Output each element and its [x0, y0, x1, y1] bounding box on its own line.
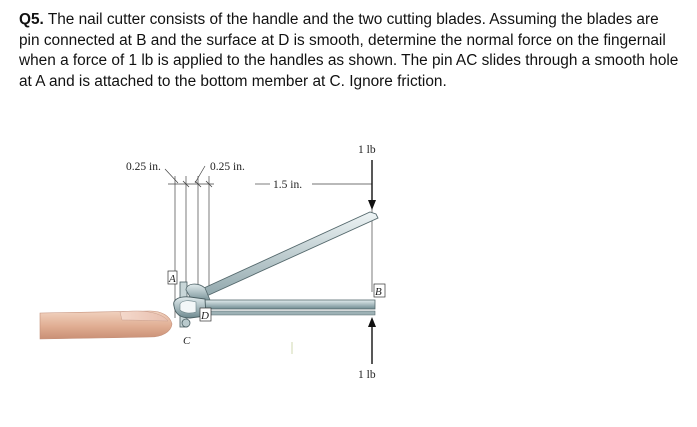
dim-left-label: 0.25 in.	[126, 161, 161, 173]
force-arrow-top	[368, 160, 376, 210]
point-c-label: C	[183, 335, 191, 347]
question-number: Q5.	[19, 11, 44, 28]
force-arrow-bottom	[368, 317, 376, 364]
point-a-label: A	[169, 273, 176, 285]
upper-handle	[186, 212, 378, 302]
force-bottom-label: 1 lb	[358, 369, 376, 381]
question-body: The nail cutter consists of the handle and the two cutting blades. Assuming the blades are pin connected at B and the surface at D is smooth, determine the normal force on the fingernail when a force of 1 lb is applied to the handles as shown. The pin AC slides through a smooth hole at A and is attached to the bottom member at C. Ignore friction.	[19, 11, 679, 90]
dim-middle-label: 0.25 in.	[210, 161, 245, 173]
point-d-label: D	[201, 310, 209, 322]
lower-member	[196, 300, 375, 315]
finger	[40, 311, 172, 339]
force-top-label: 1 lb	[358, 144, 376, 156]
dim-handle-label: 1.5 in.	[273, 179, 303, 191]
point-b-label: B	[375, 286, 382, 298]
